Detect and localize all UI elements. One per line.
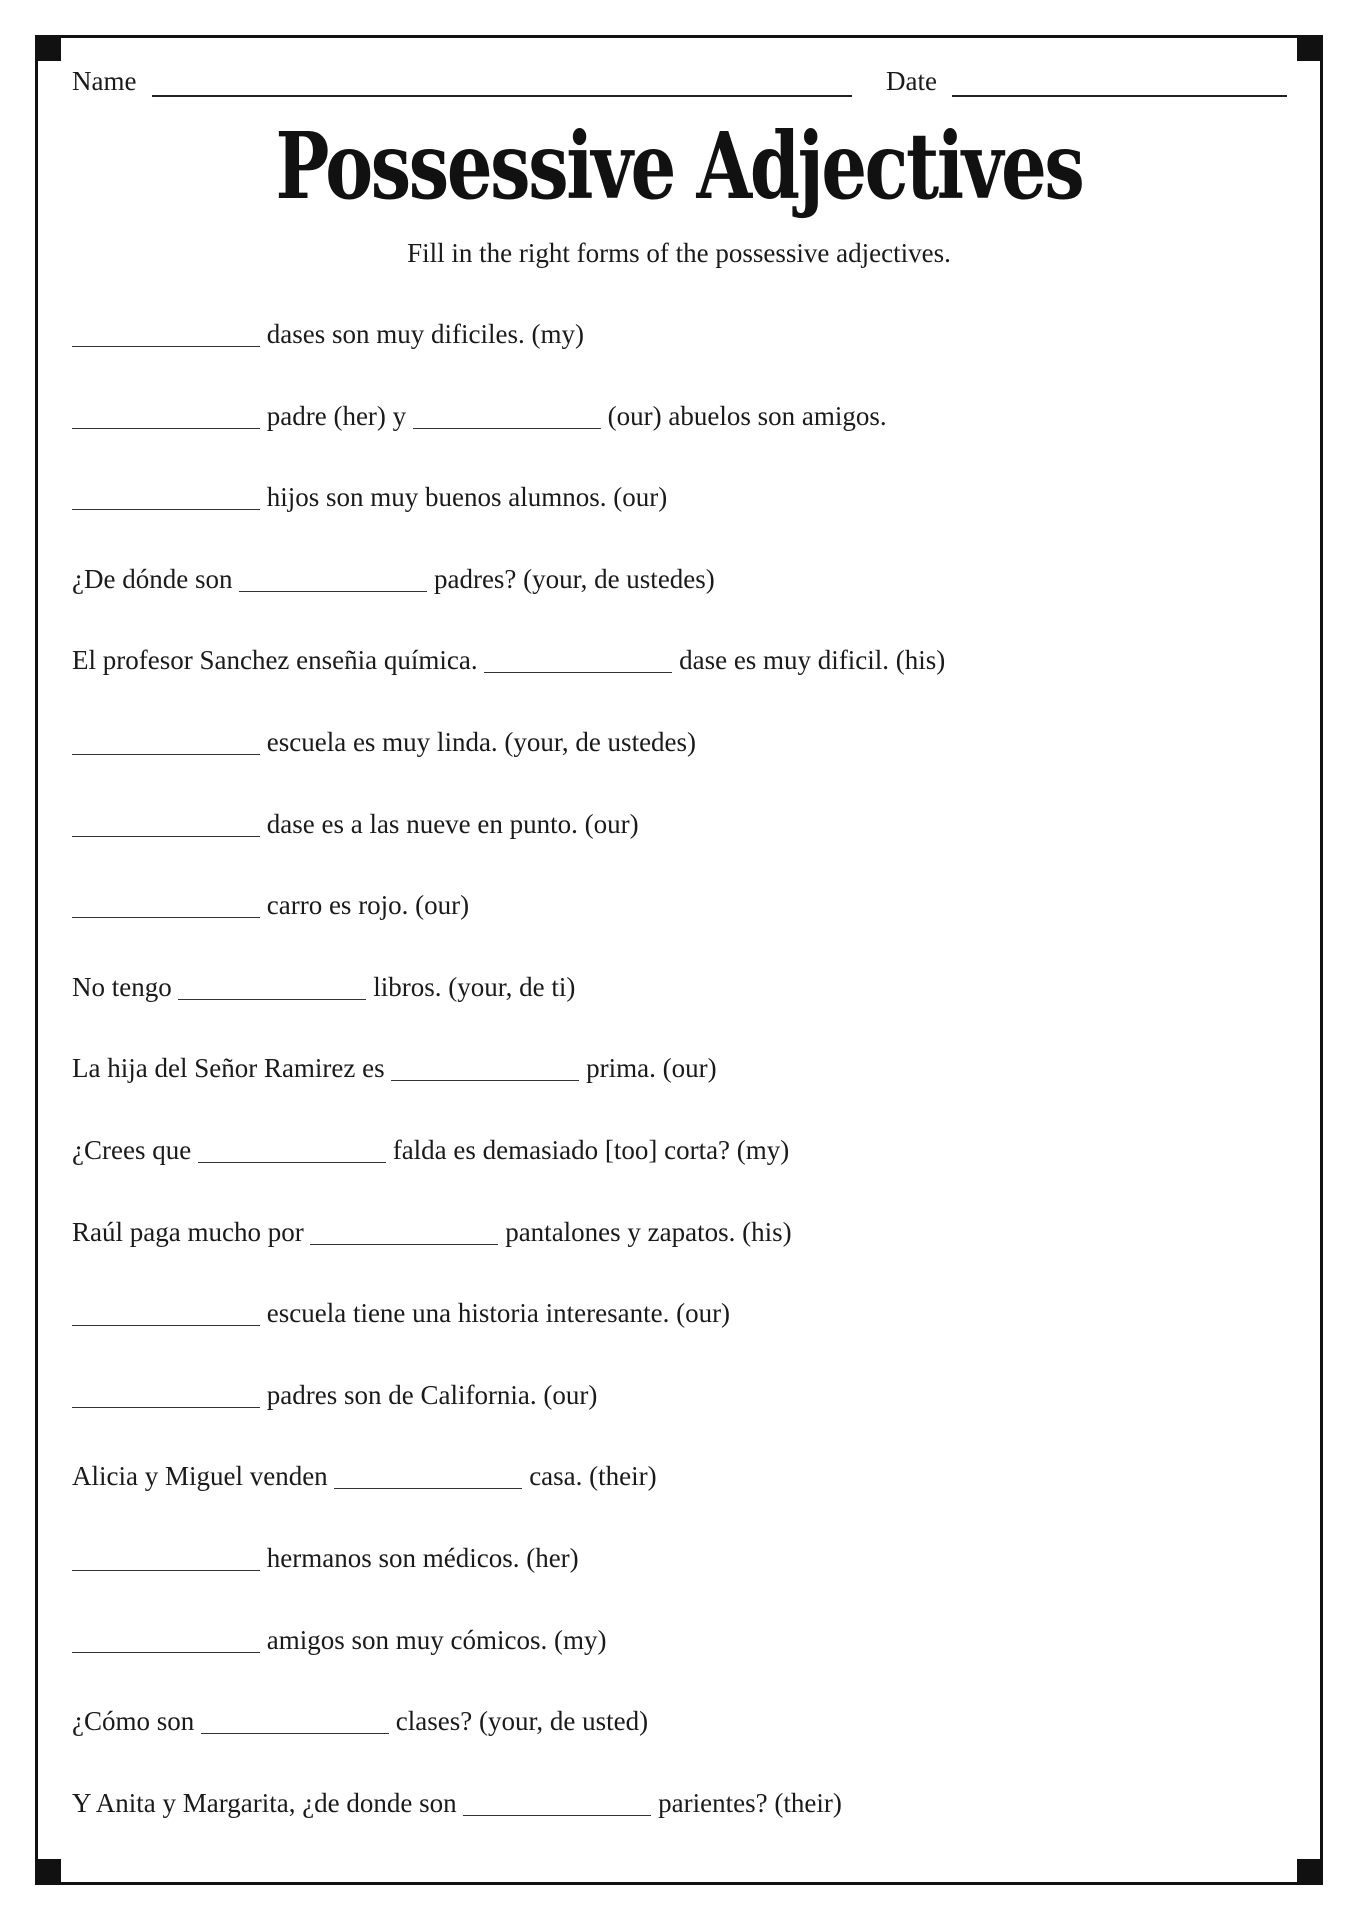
exercise-text: Raúl paga mucho por bbox=[72, 1216, 311, 1247]
corner-mark-bottom-left bbox=[35, 1859, 61, 1885]
answer-blank[interactable] bbox=[72, 1622, 260, 1653]
answer-blank[interactable] bbox=[72, 1377, 260, 1408]
answer-blank[interactable] bbox=[72, 806, 260, 837]
exercise-text: Alicia y Miguel venden bbox=[72, 1461, 335, 1492]
exercise-item bbox=[72, 967, 1287, 1049]
exercise-text: dases son muy dificiles. (my) bbox=[260, 319, 584, 349]
exercise-text: casa. (their) bbox=[522, 1461, 657, 1492]
exercise-item bbox=[72, 885, 1287, 967]
name-field[interactable] bbox=[152, 62, 852, 97]
answer-blank[interactable] bbox=[72, 316, 260, 347]
exercise-item bbox=[72, 804, 1287, 886]
exercise-item bbox=[72, 1456, 1287, 1538]
exercise-text: escuela tiene una historia interesante. (our) bbox=[260, 1298, 731, 1329]
name-label: Name bbox=[72, 66, 137, 96]
answer-blank[interactable] bbox=[201, 1703, 389, 1734]
exercise-text: libros. (your, de ti) bbox=[366, 971, 576, 1002]
exercise-text: hermanos son médicos. (her) bbox=[260, 1542, 579, 1573]
exercise-text: ¿De dónde son bbox=[72, 563, 240, 594]
exercise-text: La hija del Señor Ramirez es bbox=[72, 1053, 392, 1084]
exercise-item bbox=[72, 396, 1287, 478]
exercise-text: ¿Cómo son bbox=[72, 1706, 202, 1737]
answer-blank[interactable] bbox=[198, 1132, 386, 1163]
exercise-item bbox=[72, 722, 1287, 804]
answer-blank[interactable] bbox=[334, 1458, 522, 1489]
answer-blank[interactable] bbox=[72, 1540, 260, 1571]
corner-mark-bottom-right bbox=[1297, 1859, 1323, 1885]
exercise-text: ¿Crees que bbox=[72, 1134, 198, 1165]
answer-blank[interactable] bbox=[178, 969, 366, 1000]
exercise-item bbox=[72, 1538, 1287, 1620]
date-field[interactable] bbox=[952, 62, 1287, 97]
exercise-text: clases? (your, de usted) bbox=[389, 1706, 649, 1737]
answer-blank[interactable] bbox=[391, 1050, 579, 1081]
answer-blank[interactable] bbox=[239, 561, 427, 592]
exercise-text: escuela es muy linda. (your, de ustedes) bbox=[260, 726, 697, 757]
exercise-item bbox=[72, 1701, 1287, 1783]
exercise-text: El profesor Sanchez enseñia química. bbox=[72, 645, 485, 676]
exercise-item bbox=[72, 1620, 1287, 1702]
exercise-item bbox=[72, 314, 1287, 396]
corner-mark-top-left bbox=[35, 35, 61, 61]
answer-blank[interactable] bbox=[72, 479, 260, 510]
exercise-list bbox=[72, 314, 1287, 1864]
answer-blank[interactable] bbox=[72, 724, 260, 755]
exercise-item bbox=[72, 1130, 1287, 1212]
exercise-text: pantalones y zapatos. (his) bbox=[498, 1216, 792, 1247]
exercise-item bbox=[72, 559, 1287, 641]
header-row bbox=[72, 62, 1287, 102]
answer-blank[interactable] bbox=[463, 1785, 651, 1816]
exercise-text: amigos son muy cómicos. (my) bbox=[260, 1624, 607, 1655]
worksheet-instructions: Fill in the right forms of the possessive adjectives. bbox=[407, 238, 951, 268]
worksheet-title: Possessive Adjectives bbox=[275, 112, 1083, 220]
corner-mark-top-right bbox=[1297, 35, 1323, 61]
exercise-text: parientes? (their) bbox=[651, 1787, 842, 1818]
answer-blank[interactable] bbox=[484, 642, 672, 673]
answer-blank[interactable] bbox=[72, 398, 260, 429]
exercise-text: prima. (our) bbox=[579, 1053, 717, 1084]
exercise-item bbox=[72, 1783, 1287, 1865]
exercise-text: padre (her) y bbox=[260, 400, 413, 431]
answer-blank[interactable] bbox=[413, 398, 601, 429]
exercise-item bbox=[72, 1212, 1287, 1294]
exercise-text: Y Anita y Margarita, ¿de donde son bbox=[72, 1787, 464, 1818]
date-label: Date bbox=[886, 66, 937, 96]
answer-blank[interactable] bbox=[72, 887, 260, 918]
exercise-text: dase es a las nueve en punto. (our) bbox=[260, 808, 639, 839]
exercise-text: falda es demasiado [too] corta? (my) bbox=[385, 1134, 790, 1165]
exercise-item bbox=[72, 1293, 1287, 1375]
answer-blank[interactable] bbox=[310, 1214, 498, 1245]
exercise-text: dase es muy dificil. (his) bbox=[672, 645, 946, 676]
exercise-text: padres? (your, de ustedes) bbox=[427, 563, 715, 594]
exercise-item bbox=[72, 477, 1287, 559]
exercise-text: carro es rojo. (our) bbox=[260, 890, 470, 921]
exercise-text: padres son de California. (our) bbox=[260, 1379, 598, 1410]
exercise-item bbox=[72, 1375, 1287, 1457]
answer-blank[interactable] bbox=[72, 1295, 260, 1326]
exercise-text: hijos son muy buenos alumnos. (our) bbox=[260, 482, 668, 513]
exercise-item bbox=[72, 640, 1287, 722]
exercise-item bbox=[72, 1048, 1287, 1130]
exercise-text: No tengo bbox=[72, 971, 179, 1002]
exercise-text: (our) abuelos son amigos. bbox=[600, 400, 887, 431]
